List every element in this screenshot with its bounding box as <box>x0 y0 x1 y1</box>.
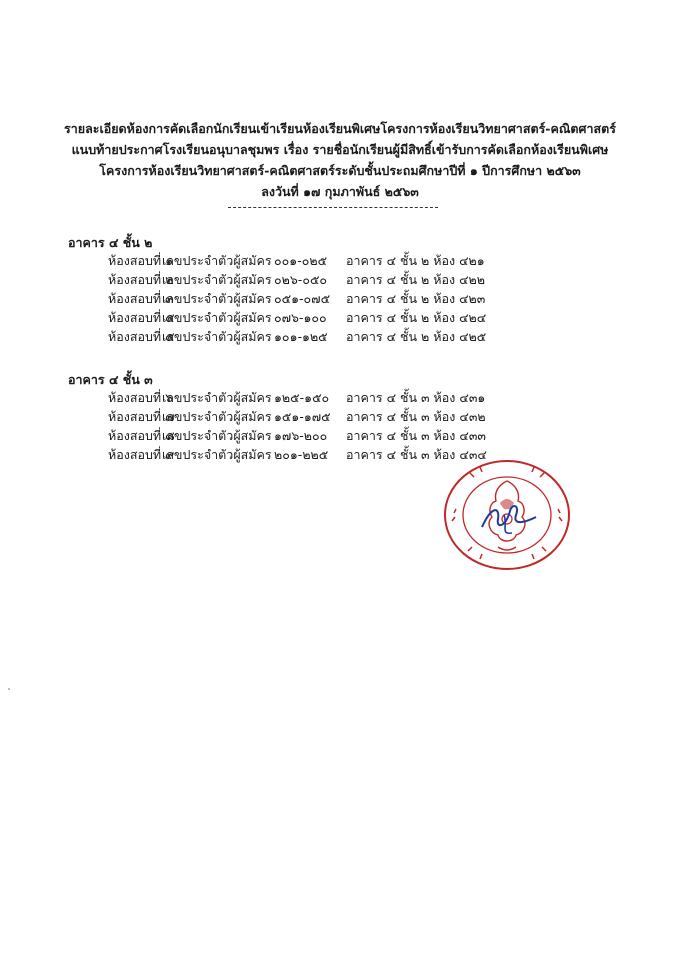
applicant-range: ๐๐๑-๐๒๕ <box>274 253 328 268</box>
room-location: อาคาร ๔ ชั้น ๒ ห้อง ๔๒๔ <box>346 310 487 325</box>
document-header <box>40 118 640 202</box>
applicant-range: ๑๕๑-๑๗๕ <box>274 409 331 424</box>
header-line-3: โครงการห้องเรียนวิทยาศาสตร์-คณิตศาสตร์ระดับชั้นประถมศึกษาปีที่ ๑ ปีการศึกษา ๒๕๖๓ <box>99 163 581 178</box>
exam-room-row <box>108 446 487 464</box>
applicant-label: เลขประจำตัวผู้สมัคร <box>162 447 272 462</box>
applicant-range: ๑๐๑-๑๒๕ <box>274 329 328 344</box>
room-number: ห้องสอบที่ ๒ <box>108 272 174 287</box>
scan-artifact <box>8 688 10 690</box>
exam-room-row <box>108 252 485 270</box>
header-line-4: ลงวันที่ ๑๗ กุมภาพันธ์ ๒๕๖๓ <box>261 184 419 199</box>
exam-room-row <box>108 328 486 346</box>
applicant-label: เลขประจำตัวผู้สมัคร <box>162 253 272 268</box>
section-title-floor-2: อาคาร ๔ ชั้น ๒ <box>68 235 153 250</box>
exam-room-row <box>108 271 485 289</box>
applicant-label: เลขประจำตัวผู้สมัคร <box>162 272 272 287</box>
applicant-range: ๒๐๑-๒๒๕ <box>274 447 329 462</box>
applicant-label: เลขประจำตัวผู้สมัคร <box>162 291 272 306</box>
room-number: ห้องสอบที่ ๘ <box>108 428 175 443</box>
header-line-1: รายละเอียดห้องการคัดเลือกนักเรียนเข้าเรียนห้องเรียนพิเศษโครงการห้องเรียนวิทยาศาสตร์-คณิตศาสตร์ <box>64 121 616 136</box>
school-seal <box>440 455 575 575</box>
room-location: อาคาร ๔ ชั้น ๒ ห้อง ๔๒๒ <box>346 272 486 287</box>
applicant-range: ๑๗๖-๒๐๐ <box>274 428 328 443</box>
room-location: อาคาร ๔ ชั้น ๒ ห้อง ๔๒๓ <box>346 291 486 306</box>
applicant-label: เลขประจำตัวผู้สมัคร <box>162 310 272 325</box>
room-number: ห้องสอบที่ ๓ <box>108 291 174 306</box>
room-location: อาคาร ๔ ชั้น ๓ ห้อง ๔๓๑ <box>346 390 486 405</box>
applicant-label: เลขประจำตัวผู้สมัคร <box>162 390 272 405</box>
room-number: ห้องสอบที่ ๖ <box>108 390 174 405</box>
applicant-label: เลขประจำตัวผู้สมัคร <box>162 329 272 344</box>
exam-room-row <box>108 427 486 445</box>
room-location: อาคาร ๔ ชั้น ๒ ห้อง ๔๒๕ <box>346 329 487 344</box>
exam-room-row <box>108 290 485 308</box>
applicant-range: ๐๕๑-๐๗๕ <box>274 291 331 306</box>
applicant-label: เลขประจำตัวผู้สมัคร <box>162 409 272 424</box>
exam-room-row <box>108 408 486 426</box>
room-number: ห้องสอบที่ ๑ <box>108 253 174 268</box>
room-number: ห้องสอบที่ ๔ <box>108 310 175 325</box>
room-number: ห้องสอบที่ ๙ <box>108 447 175 462</box>
seal-stamp-icon <box>445 461 569 569</box>
applicant-range: ๐๗๖-๑๐๐ <box>274 310 327 325</box>
room-location: อาคาร ๔ ชั้น ๓ ห้อง ๔๓๔ <box>346 447 487 462</box>
room-location: อาคาร ๔ ชั้น ๓ ห้อง ๔๓๓ <box>346 428 486 443</box>
room-location: อาคาร ๔ ชั้น ๓ ห้อง ๔๓๒ <box>346 409 486 424</box>
section-title-floor-3: อาคาร ๔ ชั้น ๓ <box>68 372 153 387</box>
applicant-range: ๐๒๖-๐๕๐ <box>274 272 328 287</box>
room-number: ห้องสอบที่ ๗ <box>108 409 175 424</box>
header-line-2: แนบท้ายประกาศโรงเรียนอนุบาลชุมพร เรื่อง รายชื่อนักเรียนผู้มีสิทธิ์เข้ารับการคัดเลือกห้องเรียนพิเศษ <box>71 142 609 157</box>
header-divider <box>228 207 438 208</box>
applicant-label: เลขประจำตัวผู้สมัคร <box>162 428 272 443</box>
room-number: ห้องสอบที่ ๕ <box>108 329 175 344</box>
room-location: อาคาร ๔ ชั้น ๒ ห้อง ๔๒๑ <box>346 253 485 268</box>
exam-room-row <box>108 309 486 327</box>
exam-room-row <box>108 389 485 407</box>
applicant-range: ๑๒๕-๑๕๐ <box>274 390 330 405</box>
